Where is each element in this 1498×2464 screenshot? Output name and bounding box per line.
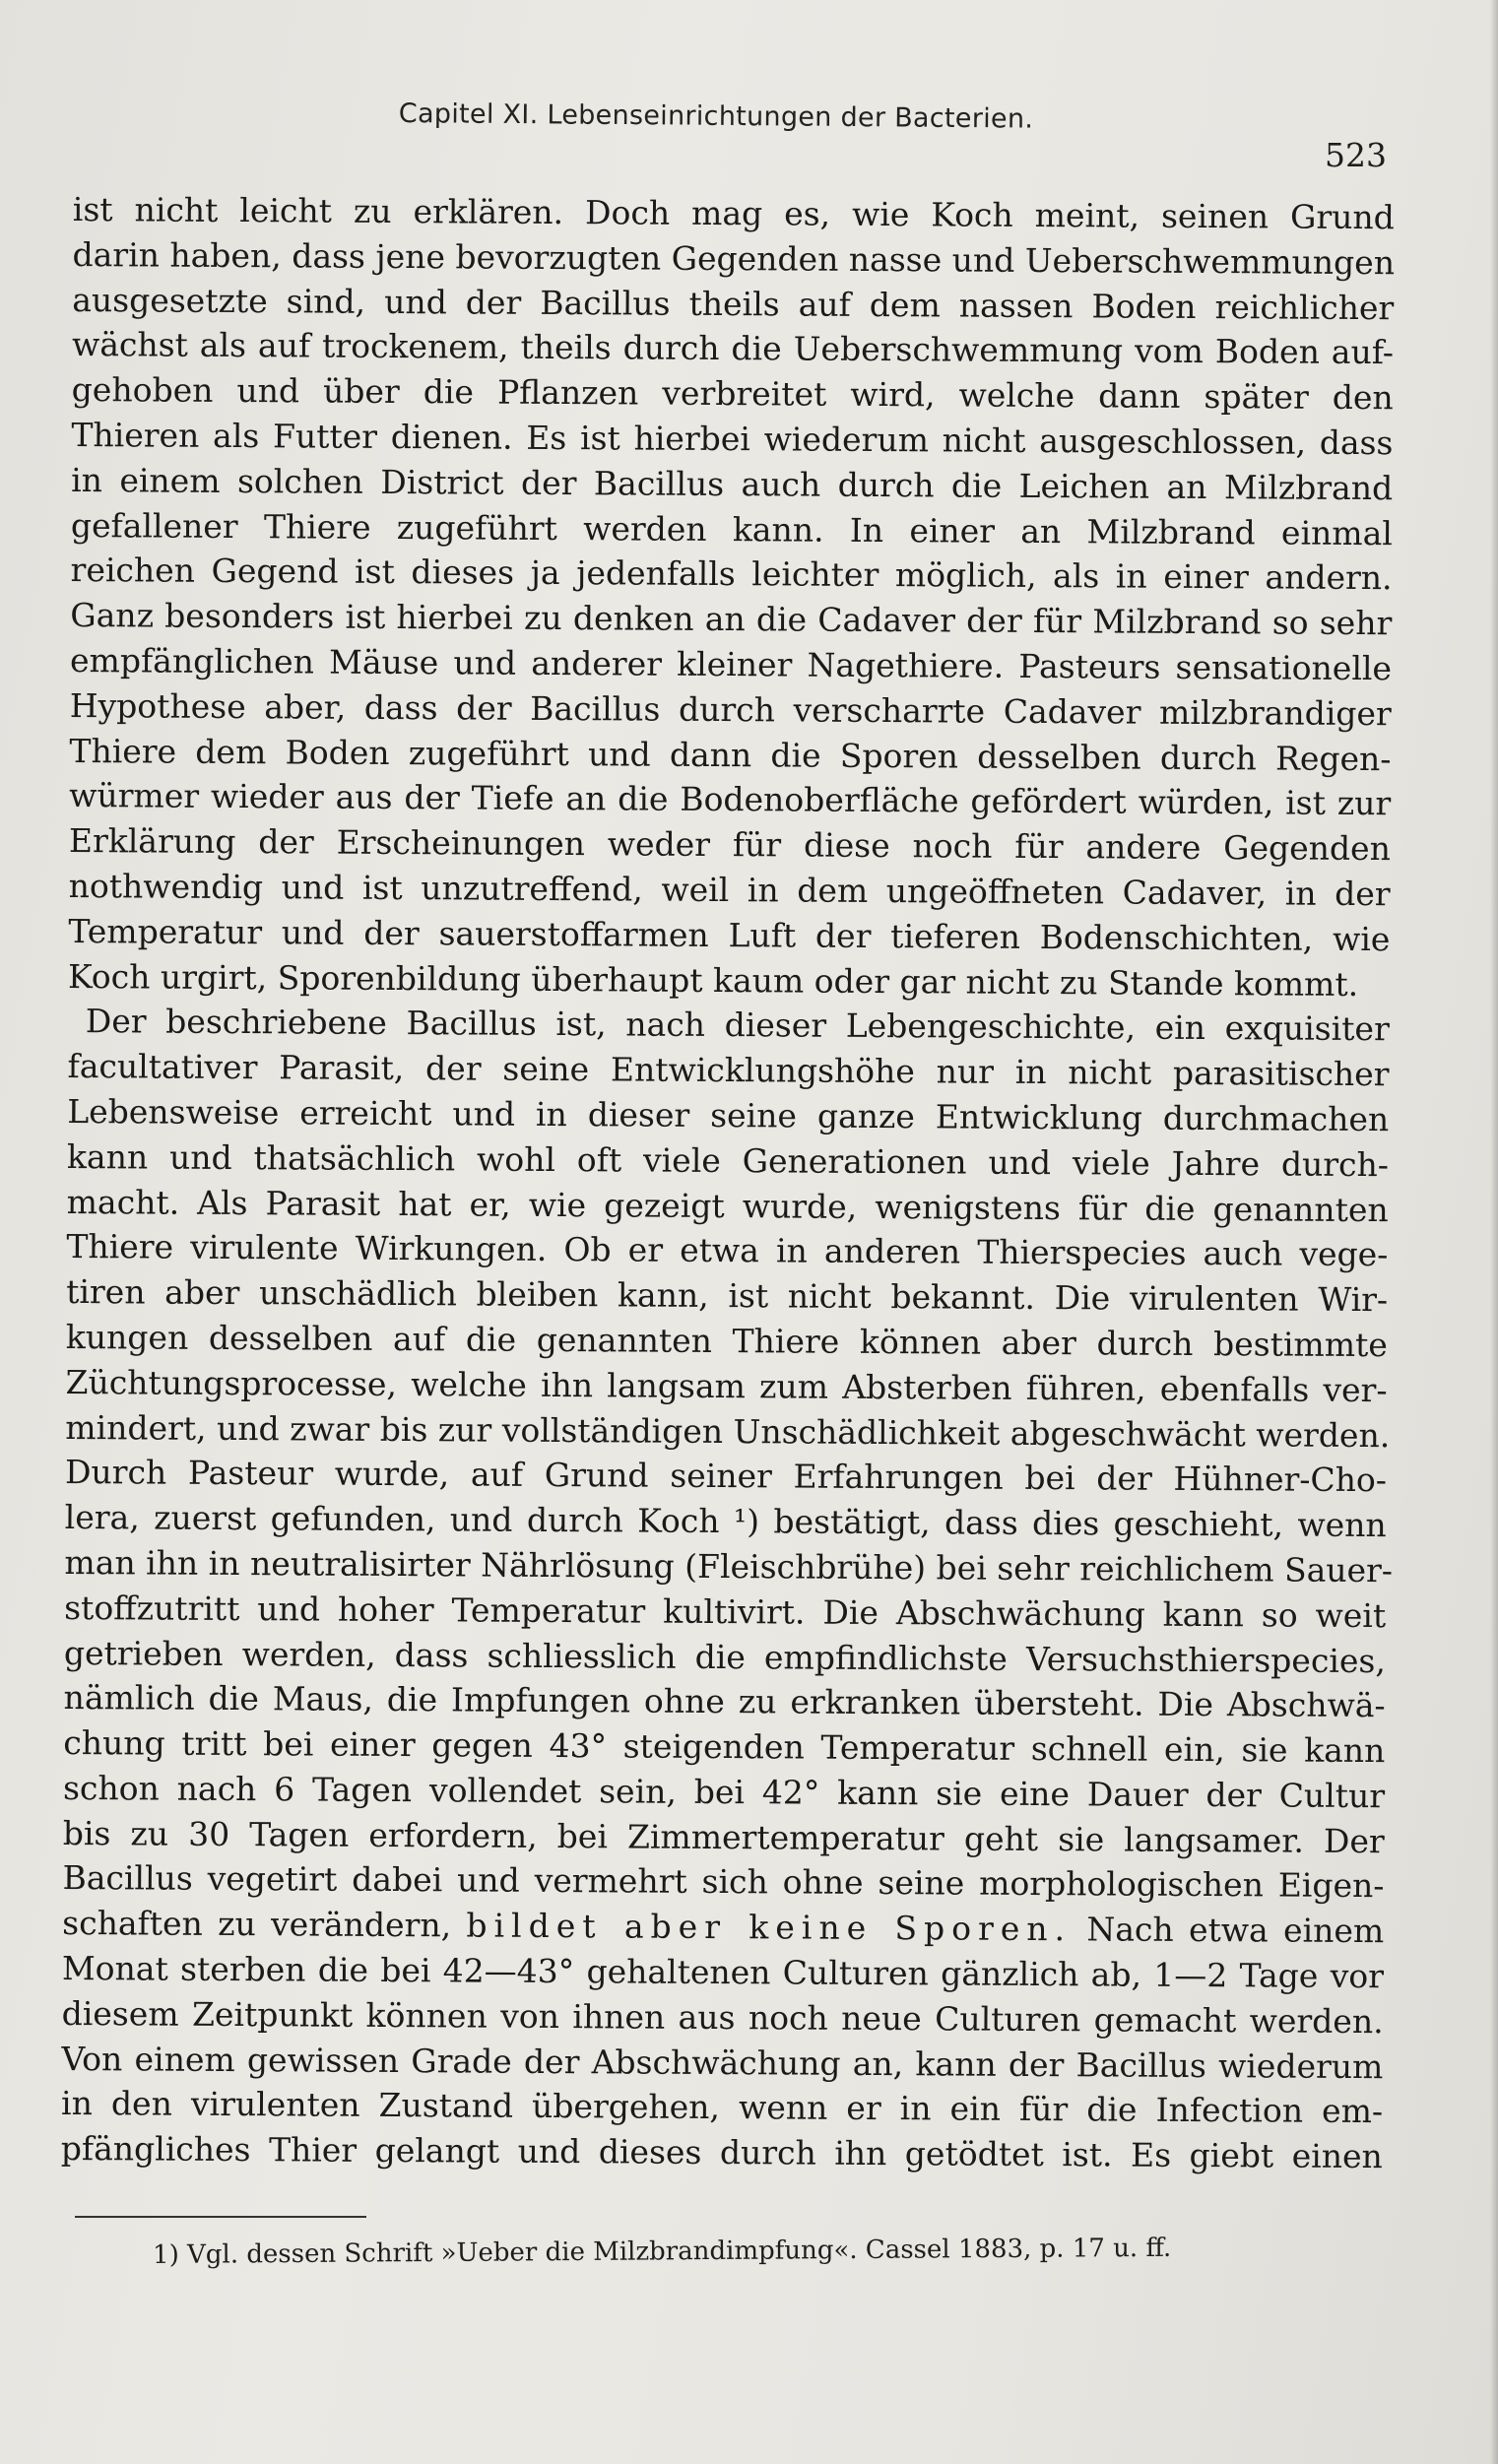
text-line: macht. Als Parasit hat er, wie gezeigt wurde, wenigstens für die genannten (66, 1182, 1389, 1229)
text-line-spaced (62, 1901, 1384, 1954)
text-line: tiren aber unschädlich bleiben kann, ist nicht bekannt. Die virulenten Wir- (66, 1272, 1389, 1320)
text-line: in den virulenten Zustand übergehen, wenn er in ein für die Infection em- (60, 2084, 1384, 2131)
text-line: pfängliches Thier gelangt und dieses durch ihn getödtet ist. Es giebt einen (60, 2129, 1383, 2176)
text-line: Thiere virulente Wirkungen. Ob er etwa in anderen Thierspecies auch vege- (66, 1227, 1389, 1274)
text-line: nämlich die Maus, die Impfungen ohne zu erkranken übersteht. Die Abschwä- (63, 1678, 1386, 1725)
text-line: Der beschriebene Bacillus ist, nach dieser Lebengeschichte, ein exquisiter (85, 1002, 1390, 1049)
text-line: Züchtungsprocesse, welche ihn langsam zum Absterben führen, ebenfalls ver- (65, 1362, 1388, 1409)
text-line: ausgesetzte sind, und der Bacillus theils auf dem nassen Boden reichlicher (72, 280, 1395, 327)
text-line: Ganz besonders ist hierbei zu denken an die Cadaver der für Milzbrand so sehr (70, 596, 1393, 643)
text-line: nothwendig und ist unzutreffend, weil in dem ungeöffneten Cadaver, in der (68, 866, 1391, 914)
text-line: diesem Zeitpunkt können von ihnen aus noch neue Culturen gemacht werden. (61, 1993, 1384, 2042)
text-line: stoffzutritt und hoher Temperatur kultivirt. Die Abschwächung kann so weit (64, 1588, 1387, 1635)
text-line: man ihn in neutralisirter Nährlösung (Fleischbrühe) bei sehr reichlichem Sauer- (64, 1542, 1394, 1590)
text-line: Temperatur und der sauerstoffarmen Luft der tieferen Bodenschichten, wie (68, 911, 1391, 958)
text-line: Hypothese aber, dass der Bacillus durch verscharrte Cadaver milzbrandiger (69, 685, 1392, 733)
text-line: wächst als auf trockenem, theils durch die Ueberschwemmung vom Boden auf- (71, 325, 1395, 372)
text-line: kann und thatsächlich wohl oft viele Generationen und viele Jahre durch- (66, 1136, 1390, 1184)
letterspaced-emphasis: bildet aber keine Sporen. (466, 1906, 1073, 1949)
footnote: 1) Vgl. dessen Schrift »Ueber die Milzbrandimpfung«. Cassel 1883, p. 17 u. ff. (153, 2233, 1172, 2270)
page-edge-shadow (1490, 0, 1498, 2464)
text-line: Monat sterben die bei 42—43° gehaltenen Culturen gänzlich ab, 1—2 Tage vor (61, 1949, 1385, 1996)
text-line: reichen Gegend ist dieses ja jedenfalls leichter möglich, als in einer andern. (70, 551, 1393, 598)
text-segment: Nach etwa einem (1072, 1910, 1385, 1951)
text-line: Thiere dem Boden zugeführt und dann die Sporen desselben durch Regen- (69, 731, 1392, 778)
footnote-rule (75, 2216, 366, 2218)
running-head: Capitel XI. Lebenseinrichtungen der Bacterien. (398, 98, 1034, 135)
text-line: facultativer Parasit, der seine Entwicklungshöhe nur in nicht parasitischer (67, 1047, 1390, 1094)
text-line: kungen desselben auf die genannten Thiere können aber durch bestimmte (65, 1317, 1388, 1365)
body-text (61, 187, 1395, 2179)
text-line: getrieben werden, dass schliesslich die empfindlichste Versuchsthierspecies, (63, 1633, 1387, 1680)
text-line: gefallener Thiere zugeführt werden kann. In einer an Milzbrand einmal (70, 505, 1393, 552)
text-line: Thieren als Futter dienen. Es ist hierbei wiederum nicht ausgeschlossen, dass (71, 415, 1394, 463)
text-line: mindert, und zwar bis zur vollständigen Unschädlichkeit abgeschwächt werden. (65, 1407, 1391, 1455)
text-segment: schaften zu verändern, (62, 1904, 467, 1945)
text-line: Erklärung der Erscheinungen weder für diese noch für andere Gegenden (68, 821, 1392, 869)
text-line: lera, zuerst gefunden, und durch Koch ¹) bestätigt, dass dies geschieht, wenn (64, 1498, 1387, 1545)
text-line: schon nach 6 Tagen vollendet sein, bei 42° kann sie eine Dauer der Cultur (62, 1768, 1386, 1816)
text-line: Koch urgirt, Sporenbildung überhaupt kaum oder gar nicht zu Stande kommt. (67, 956, 1359, 1004)
text-line: Bacillus vegetirt dabei und vermehrt sich ohne seine morphologischen Eigen- (62, 1858, 1385, 1906)
text-line: chung tritt bei einer gegen 43° steigenden Temperatur schnell ein, sie kann (63, 1723, 1386, 1771)
text-line: Von einem gewissen Grade der Abschwächung an, kann der Bacillus wiederum (61, 2039, 1384, 2086)
text-line: darin haben, dass jene bevorzugten Gegenden nasse und Ueberschwemmungen (72, 234, 1396, 282)
text-line: empfänglichen Mäuse und anderer kleiner Nagethiere. Pasteurs sensationelle (69, 640, 1393, 688)
text-line: ist nicht leicht zu erklären. Doch mag es, wie Koch meint, seinen Grund (72, 189, 1395, 237)
text-line: Lebensweise erreicht und in dieser seine ganze Entwicklung durchmachen (67, 1091, 1390, 1139)
text-line: in einem solchen District der Bacillus auch durch die Leichen an Milzbrand (71, 460, 1394, 507)
text-line: bis zu 30 Tagen erfordern, bei Zimmertemperatur geht sie langsamer. Der (62, 1813, 1385, 1860)
text-line: gehoben und über die Pflanzen verbreitet wird, welche dann später den (71, 370, 1394, 418)
text-line: Durch Pasteur wurde, auf Grund seiner Erfahrungen bei der Hühner-Cho- (64, 1453, 1388, 1500)
text-line: würmer wieder aus der Tiefe an die Bodenoberfläche gefördert würden, ist zur (69, 776, 1392, 823)
page-number: 523 (1325, 136, 1387, 174)
